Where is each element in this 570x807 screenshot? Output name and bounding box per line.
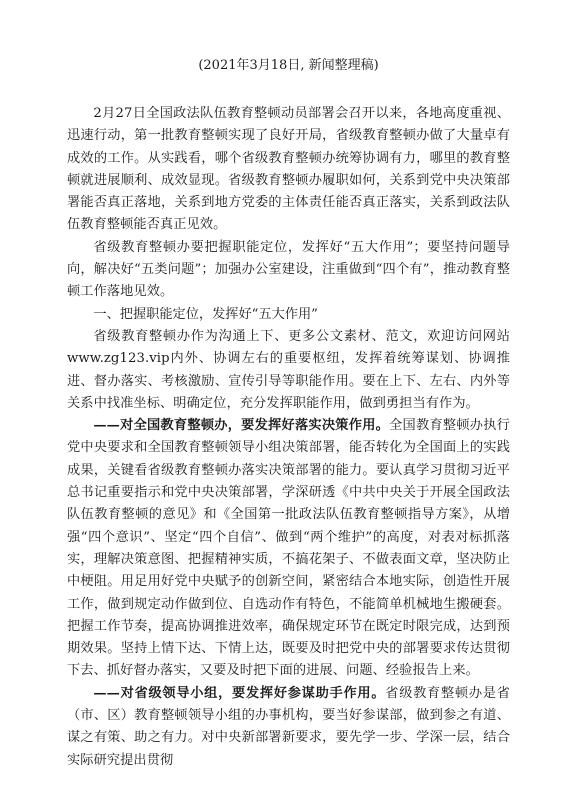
section-heading-1: 一、把握职能定位，发挥好“五大作用” xyxy=(93,306,318,322)
paragraph-body-national: 全国教育整顿办执行党中央要求和全国教育整顿领导小组决策部署，能否转化为全国面上的实践成果，关键看省级教育整顿办落实决策部署的能力。要认真学习贯彻习近平总书记重要指示和党中央决策部署，学深研透《中共中央关于开展全国政法队伍教育整顿的意见》和《全国第一批政法队伍教育整顿指导方案》，从增强“四个意识”、坚定“四个自信”、做到“两个维护”的高度，对表对标抓落实，理解决策意图、把握精神实质，不搞花架子、不做表面文章，坚决防止中梗阻。用足用好党中央赋予的创新空间，紧密结合本地实际，创造性开展工作，做到规定动作做到位、自选动作有特色，不能简单机械地生搬硬套。把握工作节奏，提高协调推进效率，确保规定环节在既定时限完成，达到预期效果。坚持上情下达、下情上达，既要及时把党中央的部署要求传达贯彻下去、抓好督办落实，又要及时把下面的进展、问题、经验报告上来。 xyxy=(67,418,510,679)
paragraph-role-definition: 省级教育整顿办作为沟通上下、更多公文素材、范文，欢迎访问网站www.zg123.vip内外、协调左右的重要枢纽，发挥着统筹谋划、协调推进、督办落实、考核激励、宣传引导等职能作用。要在上下、左右、内外等关系中找准坐标、明确定位，充分发挥职能作用，做到勇担当有作为。 xyxy=(67,328,510,411)
paragraph-body-provincial: 省级教育整顿办是省（市、区）教育整顿领导小组的办事机构，要当好参谋部，做到参之有道、谋之有策、助之有力。对中央新部署新要求，要先学一步、学深一层，结合实际研究提出贯彻 xyxy=(67,685,510,768)
paragraph-summary: 省级教育整顿办要把握职能定位，发挥好“五大作用”；要坚持问题导向，解决好“五类问题”；加强办公室建设，注重做到“四个有”，推动教育整顿工作落地见效。 xyxy=(67,239,510,300)
paragraph-provincial-group xyxy=(67,683,510,772)
paragraph-national-office xyxy=(67,415,510,683)
paragraph-lead-national: ——对全国教育整顿办，要发挥好落实决策作用。 xyxy=(93,418,390,434)
date-line: (2021年3月18日, 新闻整理稿) xyxy=(198,58,379,73)
paragraph-intro: 2月27日全国政法队伍教育整顿动员部署会召开以来，各地高度重视、迅速行动，第一批教育整顿实现了良好开局，省级教育整顿办做了大量卓有成效的工作。从实践看，哪个省级教育整顿办统筹协调有力，哪里的教育整顿就进展顺利、成效显现。省级教育整顿办履职如何，关系到党中央决策部署能否真正落地，关系到地方党委的主体责任能否真正落实，关系到政法队伍教育整顿能否真正见效。 xyxy=(67,106,510,233)
paragraph-lead-provincial: ——对省级领导小组，要发挥好参谋助手作用。 xyxy=(93,685,386,701)
